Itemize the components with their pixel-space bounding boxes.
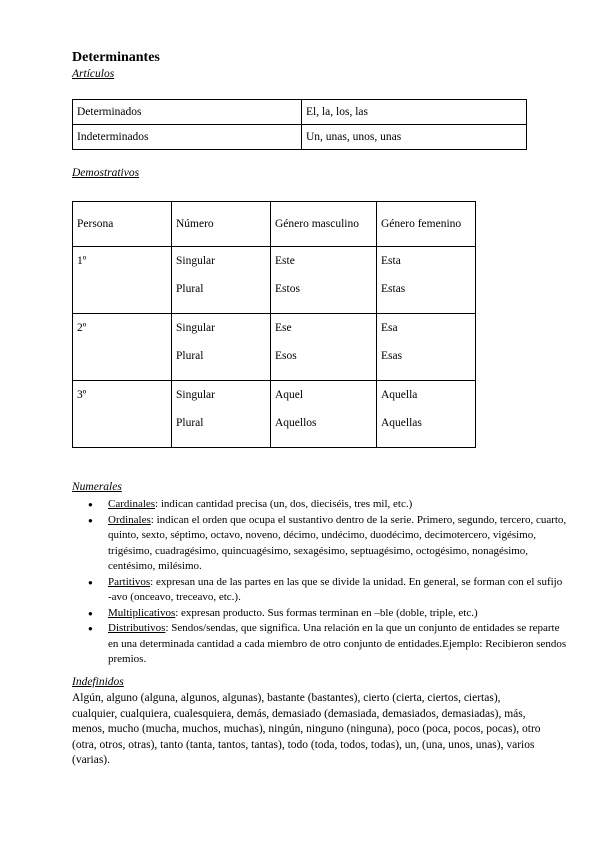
table-cell	[377, 247, 476, 314]
table-cell	[73, 381, 172, 448]
list-term: Distributivos	[108, 622, 166, 634]
table-cell: El, la, los, las	[302, 100, 527, 125]
masc-value: Este	[275, 255, 295, 267]
table-cell: Determinados	[73, 100, 302, 125]
list-item	[108, 497, 568, 513]
fem-value: Aquella	[381, 389, 418, 401]
table-cell	[73, 247, 172, 314]
table-cell: Indeterminados	[73, 125, 302, 150]
masc-value: Ese	[275, 322, 292, 334]
table-cell	[73, 314, 172, 381]
table-cell	[271, 314, 377, 381]
fem-value: Estas	[381, 283, 406, 295]
list-term: Partitivos	[108, 575, 151, 588]
numero-value: Plural	[176, 417, 204, 429]
table-header-row	[73, 202, 476, 247]
numero-value: Singular	[176, 322, 215, 334]
table-cell	[172, 314, 271, 381]
numero-value: Singular	[176, 255, 215, 267]
table-cell: Un, unas, unos, unas	[302, 125, 527, 150]
indefinidos-paragraph: Algún, alguno (alguna, algunos, algunas), bastante (bastantes), cierto (cierta, ciertos, ciertas), cualquier, cualquiera, cualesquiera, demás, demasiado (demasiada, demasiados, demasiadas), más, menos, mucho (mucha, muchos, muchas), ningún, ninguno (ninguna), poco (poca, pocos, pocas), otro (otra, otros, otras), tanto (tanta, tantos, tantas), todo (toda, todos, todas), un, (una, unos, unas), varios (varias).	[72, 692, 541, 766]
indefinidos-heading: Indefinidos	[72, 676, 124, 688]
table-row	[73, 314, 476, 381]
table-row	[73, 100, 527, 125]
table-header-cell: Persona	[73, 202, 172, 247]
table-cell	[377, 314, 476, 381]
fem-value: Esa	[381, 322, 398, 334]
list-text: : Sendos/sendas, que significa. Una relación en la que un conjunto de entidades se reparte en una determinada cantidad a cada miembro de otro conjunto de entidades.Ejemplo: Recibieron sendos premios.	[108, 622, 567, 665]
numero-value: Singular	[176, 389, 215, 401]
table-row	[73, 247, 476, 314]
numerales-heading: Numerales	[72, 481, 122, 493]
list-item	[108, 621, 568, 668]
list-item	[108, 606, 568, 622]
table-header-cell: Género femenino	[377, 202, 476, 247]
table-cell	[271, 247, 377, 314]
list-item	[108, 513, 568, 575]
list-item	[108, 575, 568, 606]
persona-value: 2º	[77, 322, 87, 334]
table-cell	[271, 381, 377, 448]
masc-value: Estos	[275, 283, 300, 295]
persona-value: 3º	[77, 389, 87, 401]
fem-value: Esta	[381, 255, 401, 267]
table-header-cell: Género masculino	[271, 202, 377, 247]
list-term: Ordinales	[108, 513, 151, 526]
page-title: Determinantes	[72, 50, 160, 65]
list-text: : indican cantidad precisa (un, dos, dieciséis, tres mil, etc.)	[155, 498, 413, 510]
table-cell	[377, 381, 476, 448]
masc-value: Esos	[275, 350, 297, 362]
table-cell	[172, 381, 271, 448]
articulos-table	[72, 99, 527, 150]
numero-value: Plural	[176, 350, 204, 362]
articulos-heading: Artículos	[72, 68, 115, 80]
list-text: : indican el orden que ocupa el sustantivo dentro de la serie. Primero, segundo, tercero, cuarto, quinto, sexto, séptimo, octavo, noveno, décimo, undécimo, duodécimo, decimotercero, vigésimo, trigésimo, cuadragésimo, quincuagésimo, sexagésimo, septuagésimo, octogésimo, nonagésimo, centésimo, milésimo.	[108, 513, 567, 572]
list-text: : expresan una de las partes en las que se divide la unidad. En general, se forman con el sufijo -avo (onceavo, treceavo, etc.).	[108, 575, 563, 603]
numerales-list	[72, 497, 568, 668]
list-term: Multiplicativos	[108, 606, 176, 619]
persona-value: 1º	[77, 255, 87, 267]
table-header-cell: Número	[172, 202, 271, 247]
table-row	[73, 125, 527, 150]
fem-value: Aquellas	[381, 417, 422, 429]
list-term: Cardinales	[108, 498, 156, 510]
numero-value: Plural	[176, 283, 204, 295]
masc-value: Aquel	[275, 389, 304, 401]
demostrativos-table	[72, 201, 476, 448]
demostrativos-heading: Demostrativos	[72, 167, 140, 179]
masc-value: Aquellos	[275, 417, 317, 429]
list-text: : expresan producto. Sus formas terminan en –ble (doble, triple, etc.)	[175, 606, 478, 619]
fem-value: Esas	[381, 350, 403, 362]
table-cell	[172, 247, 271, 314]
table-row	[73, 381, 476, 448]
